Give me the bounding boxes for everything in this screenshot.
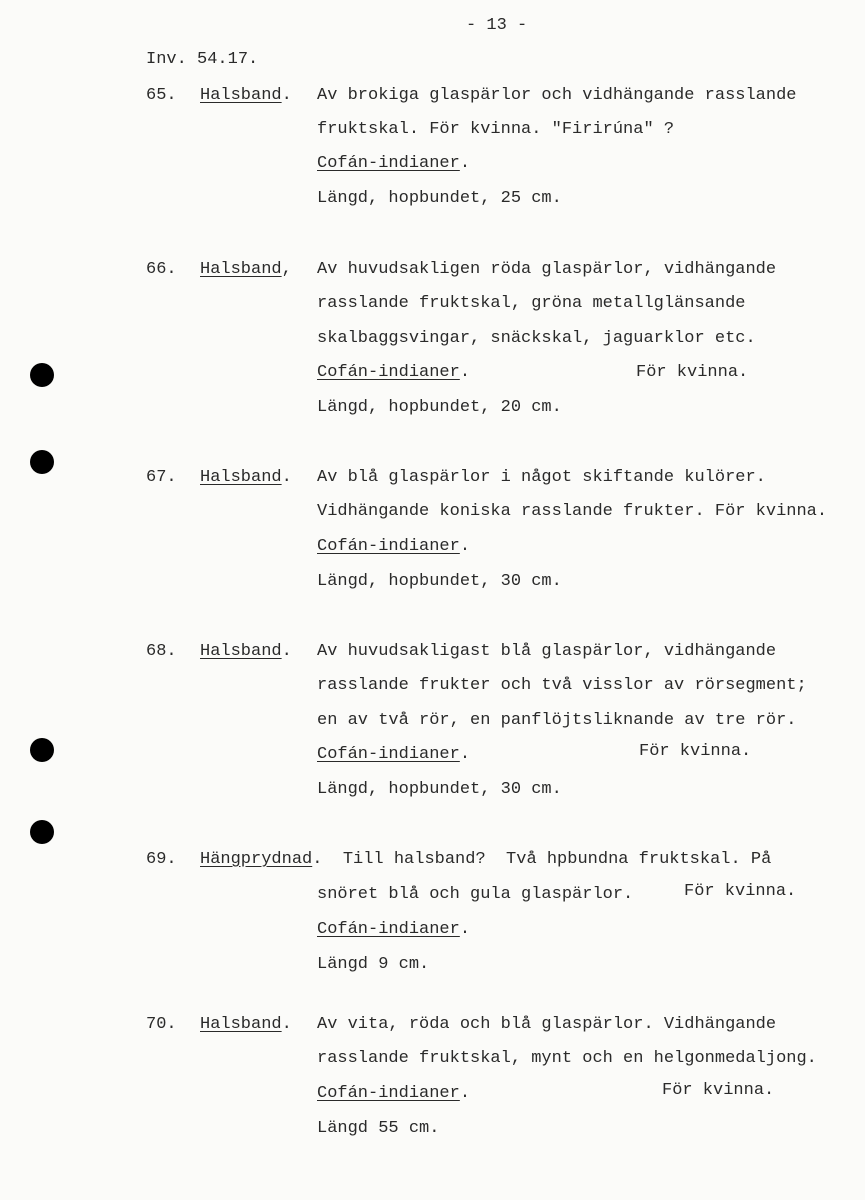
entry-number: 68. — [146, 642, 177, 661]
entry-line: Av brokiga glaspärlor och vidhängande rasslande — [317, 86, 797, 105]
entry-line: rasslande frukter och två visslor av rörsegment; — [317, 676, 807, 695]
entry-line: Vidhängande koniska rasslande frukter. För kvinna. — [317, 502, 828, 521]
entry-number: 67. — [146, 468, 177, 487]
entry-line: Av blå glaspärlor i något skiftande kulörer. — [317, 468, 766, 487]
entry-line: skalbaggsvingar, snäckskal, jaguarklor etc. — [317, 329, 756, 348]
gender-note: För kvinna. — [636, 363, 749, 382]
tribe-line: Cofán-indianer. — [317, 154, 471, 173]
entry-term: Halsband. — [200, 468, 292, 487]
entry-line: fruktskal. För kvinna. "Firirúna" ? — [317, 120, 675, 139]
page-number: - 13 - — [466, 16, 528, 35]
entry-line: en av två rör, en panflöjtsliknande av tre rör. — [317, 711, 797, 730]
length-line: Längd 9 cm. — [317, 955, 430, 974]
entry-number: 65. — [146, 86, 177, 105]
entry-term: Halsband, — [200, 260, 292, 279]
length-line: Längd, hopbundet, 20 cm. — [317, 398, 562, 417]
tribe-line: Cofán-indianer. — [317, 920, 471, 939]
entry-line: Av huvudsakligast blå glaspärlor, vidhängande — [317, 642, 777, 661]
gender-note: För kvinna. — [662, 1081, 775, 1100]
tribe-line: Cofán-indianer. — [317, 1084, 471, 1103]
gender-note: För kvinna. — [684, 882, 797, 901]
entry-line: Till halsband? Två hpbundna fruktskal. På — [322, 850, 772, 869]
length-line: Längd 55 cm. — [317, 1119, 440, 1138]
length-line: Längd, hopbundet, 25 cm. — [317, 189, 562, 208]
entry-number: 69. — [146, 850, 177, 869]
entry-term: Halsband. — [200, 1015, 292, 1034]
entry-number: 66. — [146, 260, 177, 279]
punch-hole — [30, 820, 54, 844]
punch-hole — [30, 363, 54, 387]
gender-note: För kvinna. — [639, 742, 752, 761]
length-line: Längd, hopbundet, 30 cm. — [317, 572, 562, 591]
tribe-line: Cofán-indianer. — [317, 745, 471, 764]
punch-hole — [30, 450, 54, 474]
entry-term: Hängprydnad. Till halsband? Två hpbundna fruktskal. På — [200, 850, 772, 869]
inventory-number: Inv. 54.17. — [146, 50, 259, 69]
length-line: Längd, hopbundet, 30 cm. — [317, 780, 562, 799]
punch-hole — [30, 738, 54, 762]
entry-line: rasslande fruktskal, gröna metallglänsande — [317, 294, 746, 313]
entry-line: snöret blå och gula glaspärlor. — [317, 885, 634, 904]
entry-term: Halsband. — [200, 642, 292, 661]
entry-term: Halsband. — [200, 86, 292, 105]
entry-line: Av vita, röda och blå glaspärlor. Vidhängande — [317, 1015, 777, 1034]
tribe-line: Cofán-indianer. — [317, 537, 471, 556]
entry-number: 70. — [146, 1015, 177, 1034]
entry-line: Av huvudsakligen röda glaspärlor, vidhängande — [317, 260, 777, 279]
entry-line: rasslande fruktskal, mynt och en helgonmedaljong. — [317, 1049, 817, 1068]
tribe-line: Cofán-indianer. — [317, 363, 471, 382]
